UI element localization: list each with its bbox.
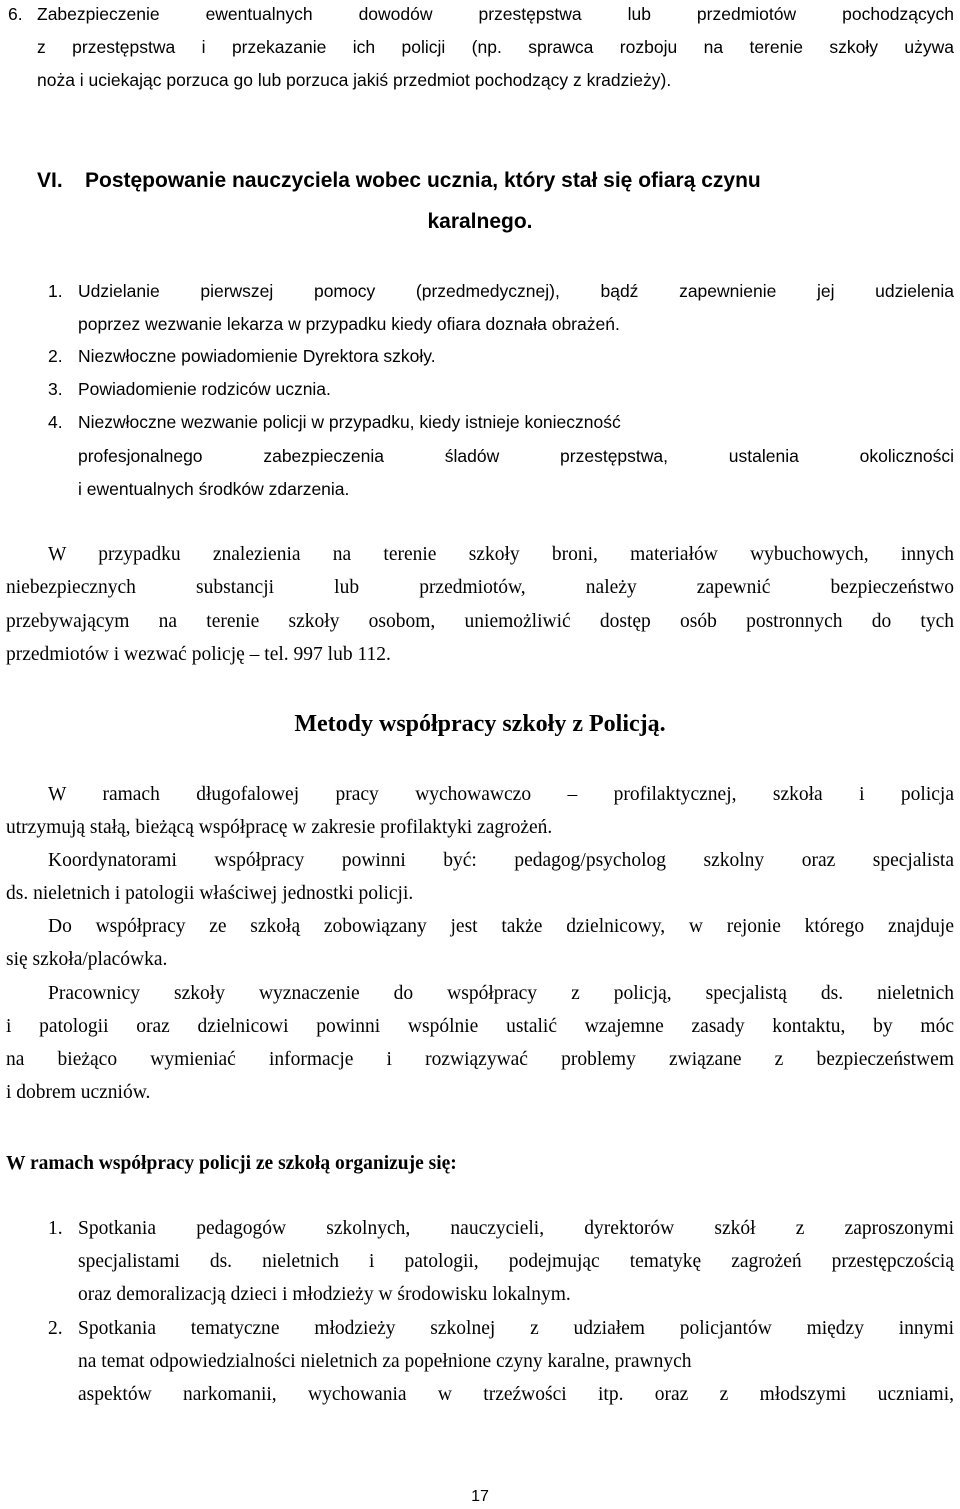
paragraph-line: na bieżąco wymieniać informacje i rozwiązywać problemy związane z bezpieczeństwem [6,1049,954,1070]
list-item-text: Udzielanie pierwszej pomocy (przedmedycznej), bądź zapewnienie jej udzielenia [78,281,954,301]
page-number: 17 [471,1488,489,1505]
list-item-number: 1. [48,281,63,301]
item-6-line: noża i uciekając porzuca go lub porzuca jakiś przedmiot pochodzący z kradzieży). [37,70,672,90]
paragraph-line: przebywającym na terenie szkoły osobom, uniemożliwić dostęp osób postronnych do tych [6,611,954,632]
paragraph-line: ds. nieletnich i patologii właściwej jednostki policji. [6,883,414,904]
paragraph-line: się szkoła/placówka. [6,949,168,970]
list-item-text: aspektów narkomanii, wychowania w trzeźwości itp. oraz z młodszymi uczniami, [78,1384,954,1405]
list-item-number: 4. [48,412,63,432]
list-item-text: Niezwłoczne wezwanie policji w przypadku, kiedy istnieje konieczność [78,412,621,432]
list-item-text: i ewentualnych środków zdarzenia. [78,479,350,499]
paragraph-line: przedmiotów i wezwać policję – tel. 997 lub 112. [6,644,391,665]
section-vi-title-line1: Postępowanie nauczyciela wobec ucznia, który stał się ofiarą czynu [85,169,761,192]
list-item-text: oraz demoralizacją dzieci i młodzieży w środowisku lokalnym. [78,1284,571,1305]
paragraph-line: Koordynatorami współpracy powinni być: pedagog/psycholog szkolny oraz specjalista [48,850,954,871]
list-item-text: Niezwłoczne powiadomienie Dyrektora szkoły. [78,346,436,366]
list-item-number: 3. [48,379,63,399]
section-vi-title-line2: karalnego. [427,210,533,233]
list-item-number: 2. [48,346,63,366]
paragraph-line: i patologii oraz dzielnicowi powinni wspólnie ustalić wzajemne zasady kontaktu, by móc [6,1016,954,1037]
item-6-number: 6. [8,4,23,24]
paragraph-line: utrzymują stałą, bieżącą współpracę w zakresie profilaktyki zagrożeń. [6,817,553,838]
paragraph-line: Do współpracy ze szkołą zobowiązany jest także dzielnicowy, w rejonie którego znajduje [48,916,954,937]
list-item-text: Spotkania pedagogów szkolnych, nauczycieli, dyrektorów szkół z zaproszonymi [78,1218,954,1239]
section-vi-numeral: VI. [37,169,63,192]
paragraph-line: W przypadku znalezienia na terenie szkoły broni, materiałów wybuchowych, innych [48,544,954,565]
paragraph-line: W ramach długofalowej pracy wychowawczo – profilaktycznej, szkoła i policja [48,784,954,805]
list-item-number: 1. [48,1218,63,1239]
list-item-text: profesjonalnego zabezpieczenia śladów przestępstwa, ustalenia okoliczności [78,446,954,466]
organize-heading: W ramach współpracy policji ze szkołą organizuje się: [6,1153,457,1174]
list-item-text: specjalistami ds. nieletnich i patologii, podejmując tematykę zagrożeń przestępczością [78,1251,954,1272]
item-6-line: z przestępstwa i przekazanie ich policji (np. sprawca rozboju na terenie szkoły używa [37,37,954,57]
paragraph-line: niebezpiecznych substancji lub przedmiotów, należy zapewnić bezpieczeństwo [6,577,954,598]
paragraph-line: i dobrem uczniów. [6,1082,151,1103]
list-item-text: Powiadomienie rodziców ucznia. [78,379,331,399]
list-item-text: na temat odpowiedzialności nieletnich za popełnione czyny karalne, prawnych [78,1351,692,1372]
list-item-text: Spotkania tematyczne młodzieży szkolnej z udziałem policjantów między innymi [78,1318,954,1339]
list-item-number: 2. [48,1318,63,1339]
item-6-line: Zabezpieczenie ewentualnych dowodów przestępstwa lub przedmiotów pochodzących [37,4,954,24]
methods-title: Metody współpracy szkoły z Policją. [294,711,666,737]
paragraph-line: Pracownicy szkoły wyznaczenie do współpracy z policją, specjalistą ds. nieletnich [48,983,954,1004]
list-item-text: poprzez wezwanie lekarza w przypadku kiedy ofiara doznała obrażeń. [78,314,620,334]
